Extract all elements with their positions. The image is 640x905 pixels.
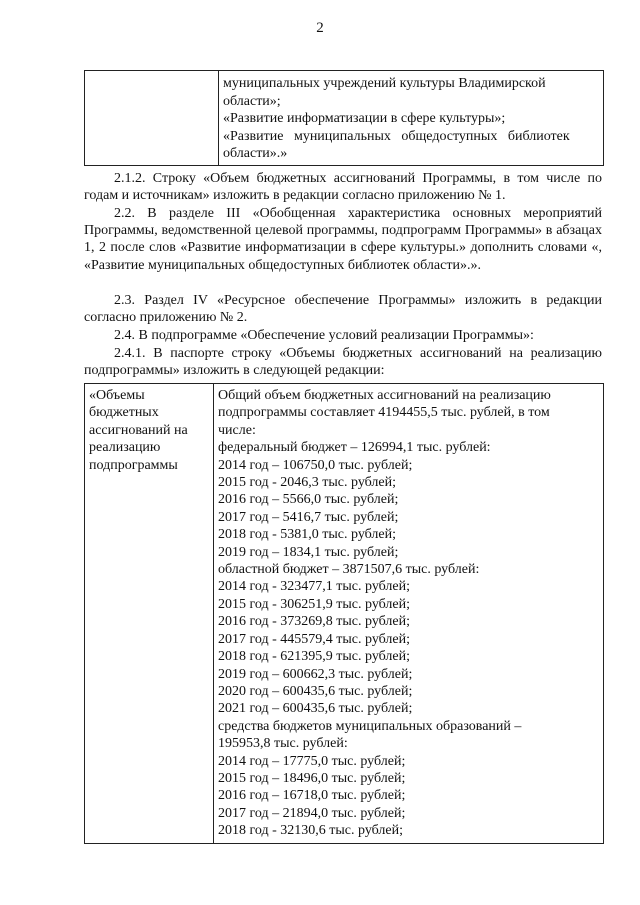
budget-value-line: 2018 год - 5381,0 тыс. рублей; <box>218 527 397 543</box>
paragraph-2-2: 2.2. В разделе III «Обобщенная характеристика основных мероприятий Программы, ведомственной целевой программы, подпрограмм Программы» в абзацах 1, 2 после слов «Развитие информатизации в сфере культуры.» дополнить словами «, «Развитие муниципальных общедоступных библиотек области».». <box>84 206 602 273</box>
continuation-table-left-cell <box>85 71 219 166</box>
budget-label-line: бюджетных <box>89 405 159 421</box>
page-number: 2 <box>316 20 324 36</box>
budget-value-line: 2017 год – 5416,7 тыс. рублей; <box>218 509 399 525</box>
continuation-line: муниципальных учреждений культуры Владимирской <box>223 76 546 91</box>
budget-value-line: подпрограммы составляет 4194455,5 тыс. рублей, в том <box>218 405 550 421</box>
budget-value-line: 2015 год - 2046,3 тыс. рублей; <box>218 475 397 491</box>
budget-table <box>84 383 604 844</box>
budget-value-line: 2014 год – 106750,0 тыс. рублей; <box>218 457 413 473</box>
budget-value-line: 2014 год – 17775,0 тыс. рублей; <box>218 753 406 769</box>
budget-value-line: областной бюджет – 3871507,6 тыс. рублей: <box>218 562 480 578</box>
budget-value-line: 195953,8 тыс. рублей: <box>218 736 348 752</box>
budget-value-line: 2016 год – 16718,0 тыс. рублей; <box>218 788 406 804</box>
budget-label-line: реализацию <box>89 440 161 456</box>
budget-label-line: ассигнований на <box>89 422 188 438</box>
budget-value-line: 2015 год - 306251,9 тыс. рублей; <box>218 596 411 612</box>
budget-value-line: средства бюджетов муниципальных образований – <box>218 718 522 734</box>
continuation-line: области»; <box>223 93 281 109</box>
budget-value-line: 2018 год - 32130,6 тыс. рублей; <box>218 823 404 839</box>
paragraph-2-3: 2.3. Раздел IV «Ресурсное обеспечение Программы» изложить в редакции согласно приложению № 2. <box>84 293 602 326</box>
budget-table-label-cell <box>85 384 214 844</box>
continuation-table <box>84 70 604 166</box>
budget-value-line: числе: <box>218 422 256 438</box>
budget-label-line: «Объемы <box>89 388 145 403</box>
budget-value-line: 2017 год – 21894,0 тыс. рублей; <box>218 805 406 821</box>
budget-table-value-cell <box>214 384 604 844</box>
budget-value-line: Общий объем бюджетных ассигнований на реализацию <box>218 388 551 403</box>
budget-value-line: 2015 год – 18496,0 тыс. рублей; <box>218 770 406 786</box>
budget-value-line: 2016 год – 5566,0 тыс. рублей; <box>218 492 399 508</box>
paragraph-2-4-1: 2.4.1. В паспорте строку «Объемы бюджетных ассигнований на реализацию подпрограммы» изложить в следующей редакции: <box>84 346 602 379</box>
budget-value-line: 2019 год – 1834,1 тыс. рублей; <box>218 544 399 560</box>
continuation-table-right-cell <box>219 71 604 166</box>
budget-value-line: 2014 год - 323477,1 тыс. рублей; <box>218 579 411 595</box>
paragraph-2-1-2: 2.1.2. Строку «Объем бюджетных ассигнований Программы, в том числе по годам и источникам» изложить в редакции согласно приложению № 1. <box>84 171 602 204</box>
continuation-line: «Развитие муниципальных общедоступных библиотек <box>223 128 570 144</box>
budget-value-line: 2019 год – 600662,3 тыс. рублей; <box>218 666 413 682</box>
continuation-line: области».» <box>223 146 288 161</box>
budget-value-line: 2016 год - 373269,8 тыс. рублей; <box>218 614 411 630</box>
budget-label-line: подпрограммы <box>89 457 178 473</box>
continuation-line: «Развитие информатизации в сфере культуры»; <box>223 111 506 126</box>
budget-value-line: 2020 год – 600435,6 тыс. рублей; <box>218 683 413 699</box>
paragraph-2-4: 2.4. В подпрограмме «Обеспечение условий реализации Программы»: <box>114 328 534 343</box>
budget-value-line: 2021 год – 600435,6 тыс. рублей; <box>218 701 413 717</box>
budget-value-line: федеральный бюджет – 126994,1 тыс. рублей: <box>218 440 491 456</box>
budget-value-line: 2017 год - 445579,4 тыс. рублей; <box>218 631 411 647</box>
budget-value-line: 2018 год - 621395,9 тыс. рублей; <box>218 649 411 665</box>
